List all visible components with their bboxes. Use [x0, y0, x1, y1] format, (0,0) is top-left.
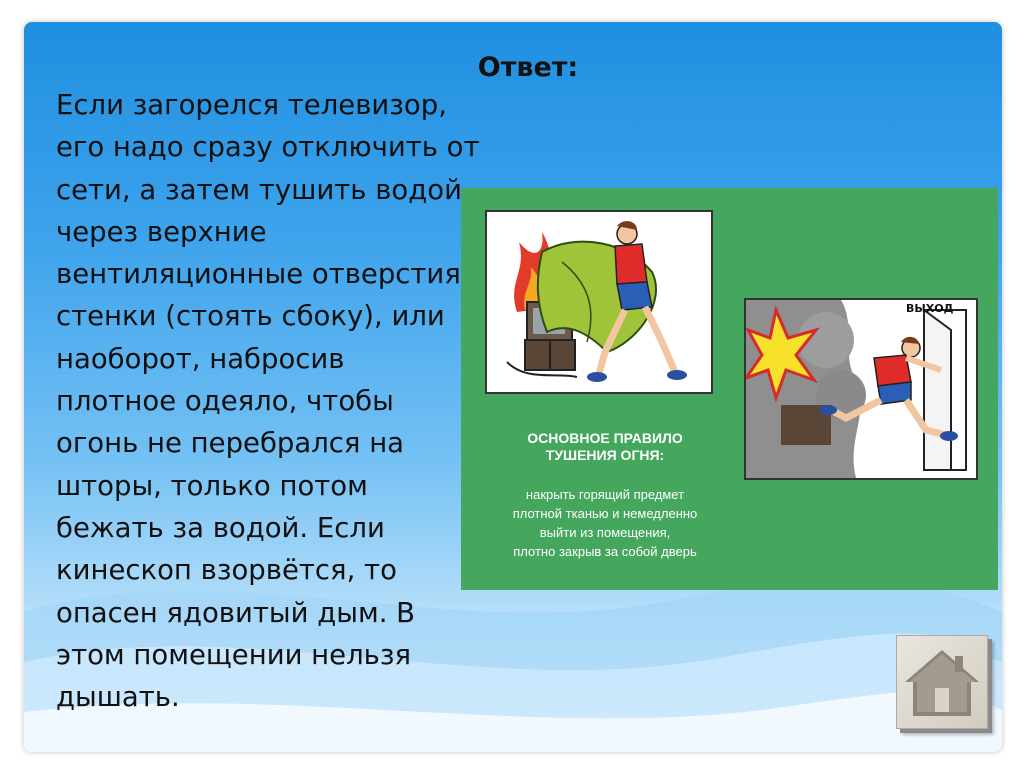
answer-line: огонь не перебрался на: [56, 427, 405, 460]
answer-line: вентиляционные отверстия: [56, 258, 461, 291]
slide: [24, 22, 1002, 752]
answer-line: через верхние: [56, 215, 267, 248]
exit-sign: ВЫХОД: [906, 302, 954, 315]
answer-title: Ответ:: [477, 52, 579, 83]
home-button[interactable]: [896, 635, 988, 729]
home-icon: [897, 636, 987, 728]
answer-line: сети, а затем тушить водой: [56, 173, 462, 206]
answer-line: Если загорелся телевизор,: [56, 89, 447, 121]
answer-line: бежать за водой. Если: [56, 511, 385, 544]
fire-safety-poster: [461, 188, 998, 590]
answer-line: плотное одеяло, чтобы: [56, 385, 394, 418]
rule-title: ОСНОВНОЕ ПРАВИЛО ТУШЕНИЯ ОГНЯ:: [527, 430, 683, 463]
answer-line: кинескоп взорвётся, то: [56, 554, 397, 587]
answer-line: наоборот, набросив: [56, 342, 345, 375]
answer-line: дышать.: [56, 681, 180, 714]
answer-line: опасен ядовитый дым. В: [56, 596, 416, 629]
rule-text: накрыть горящий предмет плотной тканью и немедленно выйти из помещения, плотно закрыв за собой дверь: [512, 487, 698, 559]
illustration-exit-room: [744, 298, 978, 480]
answer-line: шторы, только потом: [56, 469, 368, 502]
answer-line: этом помещении нельзя: [56, 638, 412, 671]
answer-text: [56, 84, 526, 718]
answer-line: его надо сразу отключить от: [56, 131, 480, 164]
answer-line: стенки (стоять сбоку), или: [56, 300, 445, 333]
